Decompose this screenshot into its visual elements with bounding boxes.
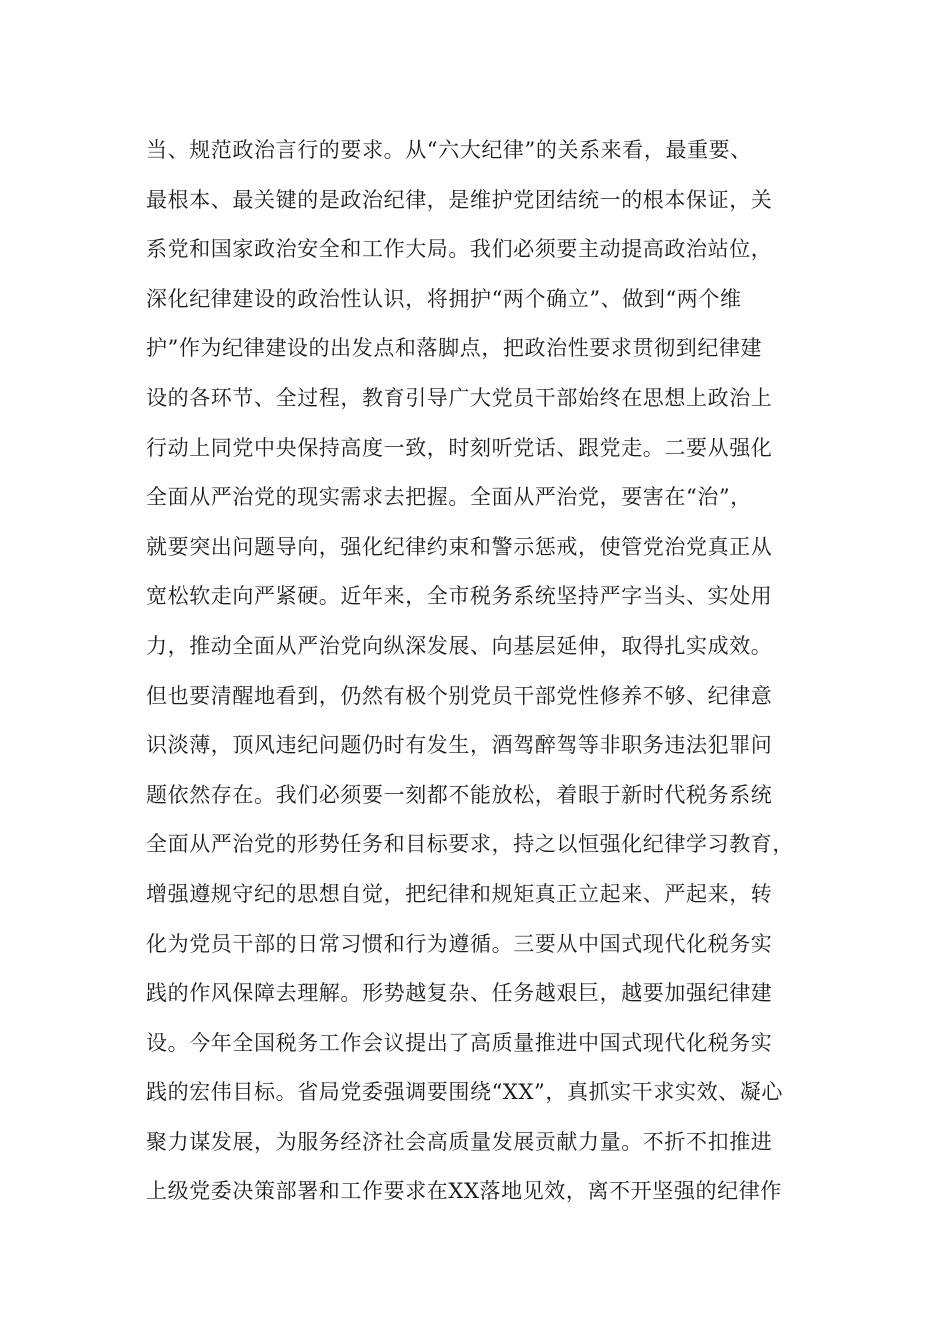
text-line: 全面从严治党的现实需求去把握。全面从严治党，要害在“治”，: [146, 485, 752, 510]
text-line: 最根本、最关键的是政治纪律，是维护党团结统一的根本保证，关: [146, 187, 773, 212]
text-line: 行动上同党中央保持高度一致，时刻听党话、跟党走。二要从强化: [146, 435, 773, 460]
text-line: 践的宏伟目标。省局党委强调要围绕“XX”，真抓实干求实效、凝心: [146, 1080, 783, 1105]
text-line: 就要突出问题导向，强化纪律约束和警示惩戒，使管党治党真正从: [146, 534, 773, 559]
text-line: 践的作风保障去理解。形势越复杂、任务越艰巨，越要加强纪律建: [146, 981, 773, 1006]
text-line: 力，推动全面从严治党向纵深发展、向基层延伸，取得扎实成效。: [146, 633, 773, 658]
text-line: 当、规范政治言行的要求。从“六大纪律”的关系来看，最重要、: [146, 138, 752, 162]
text-line: 宽松软走向严紧硬。近年来，全市税务系统坚持严字当头、实处用: [146, 584, 773, 609]
body-paragraph: [146, 126, 826, 1217]
text-line: 设的各环节、全过程，教育引导广大党员干部始终在思想上政治上: [146, 385, 773, 410]
text-line: 聚力谋发展，为服务经济社会高质量发展贡献力量。不折不扣推进: [146, 1129, 773, 1154]
text-line: 系党和国家政治安全和工作大局。我们必须要主动提高政治站位，: [146, 237, 773, 262]
text-line: 题依然存在。我们必须要一刻都不能放松，着眼于新时代税务系统: [146, 782, 773, 807]
text-line: 识淡薄，顶风违纪问题仍时有发生，酒驾醉驾等非职务违法犯罪问: [146, 733, 773, 758]
text-line: 上级党委决策部署和工作要求在XX落地见效，离不开坚强的纪律作: [146, 1179, 782, 1204]
text-line: 护”作为纪律建设的出发点和落脚点，把政治性要求贯彻到纪律建: [146, 336, 763, 361]
text-line: 全面从严治党的形势任务和目标要求，持之以恒强化纪律学习教育，: [146, 832, 794, 857]
text-line: 化为党员干部的日常习惯和行为遵循。三要从中国式现代化税务实: [146, 931, 773, 956]
text-line: 深化纪律建设的政治性认识，将拥护“两个确立”、做到“两个维: [146, 286, 742, 311]
text-line: 增强遵规守纪的思想自觉，把纪律和规矩真正立起来、严起来，转: [146, 881, 773, 906]
text-line: 但也要清醒地看到，仍然有极个别党员干部党性修养不够、纪律意: [146, 683, 773, 708]
text-line: 设。今年全国税务工作会议提出了高质量推进中国式现代化税务实: [146, 1030, 773, 1055]
